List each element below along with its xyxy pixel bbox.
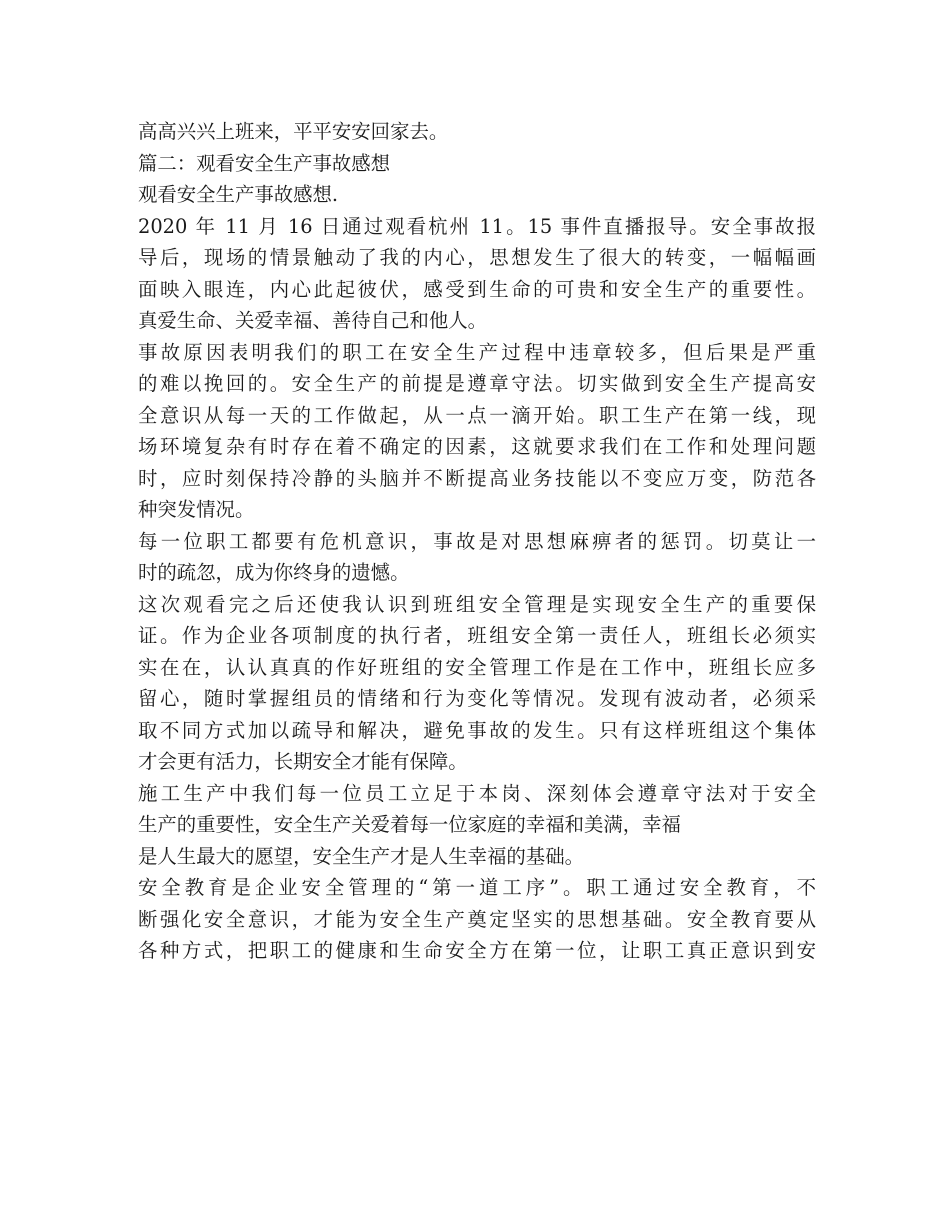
text-line: 场环境复杂有时存在着不确定的因素，这就要求我们在工作和处理问题	[138, 435, 816, 458]
text-line: 种突发情况。	[138, 498, 255, 521]
text-line: 是人生最大的愿望，安全生产才是人生幸福的基础。	[138, 844, 584, 868]
section-heading: 篇二：观看安全生产事故感想	[138, 151, 391, 175]
text-line: 证。作为企业各项制度的执行者，班组安全第一责任人，班组长必须实	[138, 624, 816, 647]
text-line: 面映入眼连，内心此起彼伏，感受到生命的可贵和安全生产的重要性。	[138, 277, 816, 301]
text-line: 这次观看完之后还使我认识到班组安全管理是实现安全生产的重要保	[138, 592, 816, 616]
text-line: 高高兴兴上班来，平平安安回家去。	[138, 120, 449, 143]
document-body	[138, 116, 816, 967]
text-line: 事故原因表明我们的职工在安全生产过程中违章较多，但后果是严重	[138, 340, 816, 364]
text-line: 的难以挽回的。安全生产的前提是遵章守法。切实做到安全生产提高安	[138, 372, 816, 395]
text-line: 导后，现场的情景触动了我的内心，思想发生了很大的转变，一幅幅画	[138, 246, 816, 269]
text-line: 生产的重要性，安全生产关爱着每一位家庭的幸福和美满，幸福	[138, 813, 681, 836]
text-line: 断强化安全意识，才能为安全生产奠定坚实的思想基础。安全教育要从	[138, 907, 816, 931]
text-line: 施工生产中我们每一位员工立足于本岗、深刻体会遵章守法对于安全	[138, 781, 816, 805]
text-line: 时，应时刻保持冷静的头脑并不断提高业务技能以不变应万变，防范各	[138, 466, 816, 490]
text-line: 留心，随时掌握组员的情绪和行为变化等情况。发现有波动者，必须采	[138, 687, 816, 710]
article-title: 观看安全生产事故感想.	[138, 183, 339, 206]
text-line: 每一位职工都要有危机意识，事故是对思想麻痹者的惩罚。切莫让一	[138, 529, 816, 553]
text-line: 真爱生命、关爱幸福、善待自己和他人。	[138, 309, 488, 332]
text-line: 2020 年 11 月 16 日通过观看杭州 11。15 事件直播报导。安全事故报	[138, 214, 816, 238]
text-line: 时的疏忽，成为你终身的遗憾。	[138, 561, 410, 584]
text-line: 全意识从每一天的工作做起，从一点一滴开始。职工生产在第一线，现	[138, 403, 816, 427]
text-line: 安全教育是企业安全管理的“第一道工序”。职工通过安全教育，不	[138, 876, 816, 899]
text-line: 才会更有活力，长期安全才能有保障。	[138, 750, 468, 773]
text-line: 取不同方式加以疏导和解决，避免事故的发生。只有这样班组这个集体	[138, 718, 816, 742]
text-line: 各种方式，把职工的健康和生命安全方在第一位，让职工真正意识到安	[138, 939, 816, 962]
text-line: 实在在，认认真真的作好班组的安全管理工作是在工作中，班组长应多	[138, 655, 816, 679]
